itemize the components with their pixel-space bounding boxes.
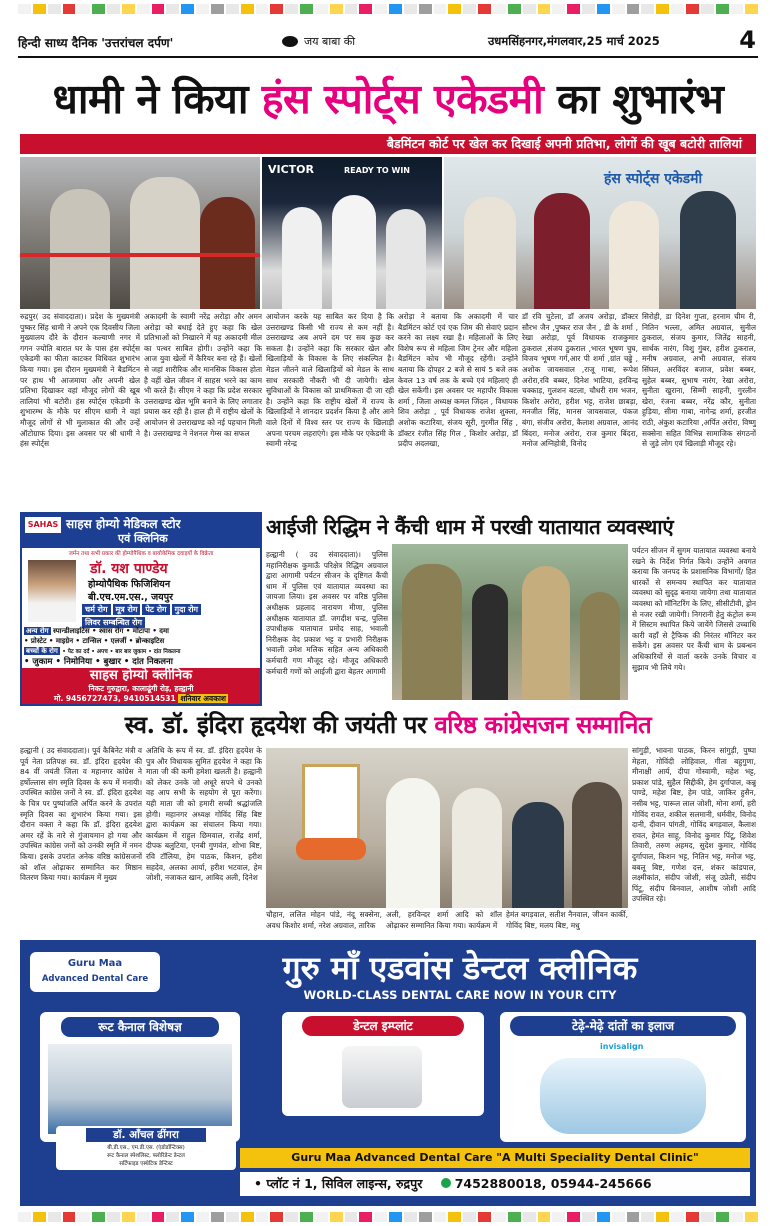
strip-segment: [92, 4, 105, 14]
headline-part: धामी ने किया: [52, 75, 262, 123]
person-figure: [452, 788, 502, 908]
homeo-contact: [22, 694, 260, 704]
story1-headline: [20, 64, 756, 134]
service-label: रूट कैनाल विशेषज्ञ: [60, 1016, 220, 1038]
strip-segment: [315, 4, 328, 14]
specialty-tag: लिवर सम्बन्धित रोग: [82, 617, 145, 628]
strip-segment: [374, 1212, 387, 1222]
homeo-role: होम्योपैथिक फिजिशियन: [88, 579, 171, 590]
strip-segment: [434, 4, 447, 14]
strip-segment: [196, 4, 209, 14]
dental-service-2: [282, 1012, 484, 1116]
strip-segment: [285, 4, 298, 14]
ribbon: [20, 253, 260, 257]
dental-service-3: [500, 1012, 746, 1142]
strip-segment: [241, 1212, 254, 1222]
story3-headline: [20, 706, 756, 744]
strip-segment: [18, 4, 31, 14]
strip-segment: [671, 1212, 684, 1222]
strip-segment: [523, 4, 536, 14]
aligner-icon: [540, 1058, 706, 1134]
strip-segment: [152, 4, 165, 14]
strip-segment: [567, 4, 580, 14]
strip-segment: [77, 1212, 90, 1222]
service-label: डेन्टल इम्प्लांट: [302, 1016, 464, 1036]
person-figure: [50, 189, 110, 309]
story1-col5: डॉ रवि चुटेला, डॉ अजय अरोड़ा, डॉक्टर सौरभ जैन ,पुष्कर राज जैन , डी के शर्मा , रेखा अरोड़ा, पूर्व विधायक राजकुमार ठुकराल ,संजय ठुकराल ,भारत भूषण चुघ, विजय भूषण गर्ग,आर पी शर्मा ,ग्रांत चढ्ढे , अशोक जायसवाल ,राजू गाबा, रूपेश अरोरा,रवि बब्बर, दिनेश भाटिया, हरविन्द्र चक्काड़, गुलशन बटला, चौधरी राम भजन, किशोर अरोरा, हरीश भट्ट, राजेश छाबड़ा, मनजीत सिंह, मानस जायसवाल, पंकज बंगा, संजीव अरोरा, कैलाश अग्रवाल, आनंद बिंदरा, मनोज अरोरा, राज कुमार बिंदरा, मनोज अग्निहोत्री, विनोद: [522, 312, 638, 449]
sahas-logo: SAHAS: [25, 517, 61, 533]
paper-name: हिन्दी साध्य दैनिक 'उत्तरांचल दर्पण': [18, 36, 174, 50]
kids-line: • जुकाम • निमोनिया • बुखार • दांत निकलना: [24, 657, 173, 667]
strip-segment: [627, 4, 640, 14]
strip-segment: [552, 1212, 565, 1222]
strip-segment: [745, 1212, 758, 1222]
story1-col2: अकादमी के स्वामी नरेंद्र अरोड़ा और अमन अरोड़ा को बधाई देते हुए कहा कि खेल प्रतिभाओं को निखारने में यह अकादमी मील का पत्थर साबित होगी। उन्होंने कहा कि आज युवा खेलों में कैरियर बना रहे हैं। खेलों से जहां शारीरिक और मानसिक विकास होता है वहीं खेल जीवन में साहस भरने का काम भी करते हैं। सीएम ने कहा कि प्रदेश सरकार उत्तराखण्ड खेल भूमि बनाने के लिए लगातार प्रयास कर रही है। हाल ही में राष्ट्रीय खेलों के आयोजन से उत्तराखण्ड को नई पहचान मिली है। उत्तराखण्ड ने नेशनल गेम्स का सफल: [144, 312, 262, 438]
strip-segment: [612, 1212, 625, 1222]
strip-segment: [181, 1212, 194, 1222]
person-figure: [609, 201, 659, 309]
homeo-closed: शनिवार अवकाश: [180, 694, 227, 703]
strip-segment: [538, 1212, 551, 1222]
strip-segment: [538, 4, 551, 14]
strip-segment: [567, 1212, 580, 1222]
story3-caption2: अली, हरविन्दर शर्मा आदि को शॉल ओढ़ाकर सम्मानित किया गया। कार्यक्रम में: [386, 910, 502, 930]
dental-photo: [48, 1044, 232, 1134]
strip-segment: [330, 4, 343, 14]
specialty-tag: गुदा रोग: [172, 604, 201, 615]
person-figure: [386, 778, 440, 908]
strip-segment: [641, 1212, 654, 1222]
dental-logo: [30, 952, 160, 992]
specialty-tag: मूत्र रोग: [113, 604, 141, 615]
dental-advert: [20, 940, 756, 1206]
story1-subhead: बैडमिंटन कोर्ट पर खेल कर दिखाई अपनी प्रतिभा, लोगों की खूब बटोरी तालियां: [20, 134, 756, 154]
strip-segment: [241, 4, 254, 14]
strip-segment: [493, 1212, 506, 1222]
service-label: टेढ़े-मेढ़े दांतों का इलाज: [510, 1016, 736, 1036]
story3-col3: सांगुड़ी, भावना पाठक, किरन सांगुड़ी, पुष्पा मेहता, गोविंदी लोहिवाल, गीता बहुगुणा, मीनाक्षी आर्य, दीपा गोस्वामी, महेश भट्ट, प्रकाश पांडे, सुहैल सिद्दीकी, हेम दुर्गापाल, कन्नू पाण्डे, महेश बिष्ट, हेम पांडे, जाकिर हुसैन, नसीब भट्ट, पारूल लाल जोशी, मोना शर्मा, हरी गोविंद रावत, शकील सलमानी, धर्मवीर, विनोद दानी, दीवान पांगती, गोविंद बगड़वाल, कैलाश रावत, हेमंत साहू, विनोद कुमार पिंटू, शिवेश तिवारी, तरुण अहमद, सुदेश कुमार, गोविंद दुर्गापाल, किशन भट्ट, नितिन भट्ट, मनोज भट्ट, बबलू बिष्ट, गणेश दत्त, शंकर कांडपाल, लक्ष्मीकांत, संदीप जोशी, संजू उप्रेती, संदीप पिंटू, संदीप बिनवाल, आशीष जोशी आदि उपस्थित रहे।: [632, 746, 756, 904]
homeo-header: [22, 514, 260, 548]
strip-segment: [256, 1212, 269, 1222]
portrait-frame: [302, 764, 360, 844]
strip-segment: [745, 4, 758, 14]
dental-doctor-name: डॉ. आँचल ढींगरा: [86, 1128, 206, 1142]
strip-segment: [374, 4, 387, 14]
strip-segment: [478, 1212, 491, 1222]
strip-segment: [137, 1212, 150, 1222]
strip-segment: [656, 1212, 669, 1222]
police-figure: [580, 592, 620, 700]
strip-segment: [300, 4, 313, 14]
strip-segment: [122, 1212, 135, 1222]
strip-segment: [419, 1212, 432, 1222]
strip-segment: [612, 4, 625, 14]
dental-logo-line2: Advanced Dental Care: [41, 974, 149, 984]
strip-segment: [731, 4, 744, 14]
strip-segment: [359, 4, 372, 14]
homeo-clinic-name: साहस होम्यो क्लीनिक: [89, 668, 193, 683]
kids-label: बच्चों के रोग: [26, 647, 58, 655]
strip-segment: [345, 1212, 358, 1222]
headline-highlight: वरिष्ठ कांग्रेसजन सम्मानित: [434, 710, 652, 739]
person-figure: [332, 195, 376, 309]
strip-segment: [270, 1212, 283, 1222]
homeo-address: निकट गुरुद्वारा, कालाढूंगी रोड़, हल्द्वानी: [88, 684, 194, 693]
strip-segment: [671, 4, 684, 14]
strip-segment: [597, 1212, 610, 1222]
homeo-phone: मो. 9456727473, 9410514531: [53, 694, 176, 703]
specialty-tag: चर्म रोग: [82, 604, 111, 615]
strip-segment: [107, 4, 120, 14]
strip-segment: [404, 4, 417, 14]
strip-segment: [48, 4, 61, 14]
dental-doctor-line: सर्टिफाइड एस्थेटिक डेन्टिस्ट: [119, 1161, 173, 1167]
strip-segment: [48, 1212, 61, 1222]
strip-segment: [463, 4, 476, 14]
story2-col2: पर्यटन सीजन में सुगम यातायात व्यवस्था बनाये रखने के निर्देश निर्गत किये। उन्होंने अवगत कराया कि जनपद के प्रशासनिक विभागों/ हित धारकों से समन्वय स्थापित कर यातायात व्यवस्था को सुदृढ़ बनाया जायेगा तथा यातायात व्यवस्था को मॉनिटरिंग के लिए, सीसीटीवी, ड्रोन से नजर रखी जायेगी। निगरानी हेतु कंट्रोल रूम में सिस्टम स्थापित किये जायेंगे जिससे उच्चाधि कारी वहाँ से ट्रैफिक की निरंतर मॉनिटर कर सकेंगे। इस अवसर पर कैंची धाम के प्रबन्धन अधिकारियों से वार्ता करके उनके विचार व सुझाव भी लिये गये।: [632, 546, 756, 672]
story1-photo-right: [444, 157, 756, 309]
strip-segment: [137, 4, 150, 14]
strip-segment: [122, 4, 135, 14]
dental-footer: [240, 1172, 750, 1196]
strip-segment: [552, 4, 565, 14]
homeo-tagline: जर्मन तथा सभी प्रकार की होम्योपैथिक व बायोकेमिक दवाइयों के विक्रेता: [68, 551, 214, 557]
strip-segment: [434, 1212, 447, 1222]
story1-col4: अरोड़ा ने बताया कि अकादमी में चार बैडमिंटन कोर्ट एवं एक जिम की सेवाएं प्रदान करने का लक्ष्य रखा है। महिलाओं के लिए विशेष रूप से महिला जिम ट्रेनर और महिला बैडमिंटन कोच भी मौजूद रहेंगी। उन्होंने बताया कि दोपहर 2 बजे से सायं 5 बजे तक केवल 13 वर्ष तक के बच्चे एवं महिलाएं ही खेल सकेंगी। इस अवसर पर महापौर विकास शर्मा , जिला अध्यक्ष कमल जिंदल , विधायक शिव अरोड़ा , पूर्व विधायक राजेश शुक्ला, अशोक कटारिया, संजय सूरी, गुरमीत सिंह , डॉक्टर रंजीत सिंह गिल , किशोर अरोड़ा, डॉ प्रदीप अदलखा,: [398, 312, 518, 449]
strip-segment: [33, 1212, 46, 1222]
page-number: 4: [739, 26, 756, 54]
police-figure: [402, 564, 462, 700]
specialty-tags: [82, 604, 260, 628]
strip-segment: [404, 1212, 417, 1222]
other-label: अन्य रोग: [26, 627, 49, 635]
kids-line: • पेट का दर्द • अपच • बार बार जुकाम • दांत निकलना: [62, 649, 181, 655]
other-diseases: [24, 626, 258, 667]
dental-banner: Guru Maa Advanced Dental Care "A Multi Speciality Dental Clinic": [240, 1148, 750, 1168]
homeo-title2: एवं क्लिनिक: [118, 532, 168, 545]
strip-segment: [731, 1212, 744, 1222]
story3-col2: अतिथि के रूप में स्व. डॉ. इंदिरा हृदयेश के पुत्र और विधायक सुमित हृदयेश ने कहा कि माता जी की कमी हमेशा खलती है। हल्द्वानी को लेकर उनके जो अधूरे सपने थे उनको वह आप सभी के सहयोग से पूरा करेंगा। यही माता जी को हमारी सच्ची श्रद्धांजलि होगी। महानगर अध्यक्ष गोविंद सिंह बिष्ट द्वारा कार्यक्रम का संचालन किया गया। कार्यक्रम में राहुल छिमवाल, राजेंद्र शर्मा, दीपक बलुटिया, एनबी गुणवंत, शोभा बिष्ट, रवि टॉलिया, हेम पाठक, किशन, हरीश सहदेव, अलका आर्या, हरीश भटवाल, हेम जोशी, नजाकत खान, आबिद अली, दिनेश: [146, 746, 262, 883]
story3-photo: [266, 748, 628, 908]
dental-doctor-line: रूट कैनाल स्पेशलिस्ट, फ्लोरिडेन्ट डेन्टल: [107, 1153, 185, 1159]
story1-col3: आयोजन करके यह साबित कर दिया है कि उत्तराखण्ड किसी भी राज्य से कम नहीं है। उत्तराखण्ड अब अपने दम पर सब कुछ कर सकता है। उन्होंने कहा कि सरकार खेल और खिलाड़ियों के विकास के लिए संकल्पित है। मेडल जीतने वाले खिलाड़ियों को मेडल के साथ साथ सरकारी नौकरी भी दी जायेगी। खेल सुविधाओं के विकास को प्राथमिकता दी जा रही है। उन्होंने कहा कि राष्ट्रीय खेलों में राज्य के खिलाड़ियों ने शानदार प्रदर्शन किया है और आने वाले दिनों में विश्व स्तर पर राज्य के खिलाड़ी अपना परचम लहराएंगे। इस मौके पर एकेडमी के स्वामी नरेन्द्र: [266, 312, 394, 449]
strip-segment: [582, 4, 595, 14]
person-figure: [130, 177, 200, 309]
strip-segment: [107, 1212, 120, 1222]
strip-segment: [166, 1212, 179, 1222]
strip-segment: [166, 4, 179, 14]
story2-headline: आईजी रिद्धिम ने कैंची धाम में परखी यातायात व्यवस्थाएं: [266, 515, 674, 539]
photo-banner-text: READY TO WIN: [344, 166, 410, 175]
headline-highlight: हंस स्पोर्ट्स एकेडमी: [261, 75, 544, 123]
homeo-clinic-band: [22, 668, 260, 704]
motto: जय बाबा की: [304, 35, 356, 48]
strip-segment: [92, 1212, 105, 1222]
person-figure: [534, 193, 590, 309]
strip-segment: [582, 1212, 595, 1222]
strip-segment: [686, 1212, 699, 1222]
strip-segment: [701, 1212, 714, 1222]
story1-col6: सिरोही, डा दिनेश गुप्ता, हरनाम चीम री, नितिन भल्ला, अमित अग्रवाल, सुनील ठुकराल, संजय कुमार, जितेंद्र साहनी, सार्थक नारंग, विशु गुंबर, हरीश ठुकराल, मनीष अग्रवाल, अभी अग्रवाल, संजय सिंघल, अरविंदर बजाज, प्रवेश बब्बर, सुहेल बब्बर, सुभाष नारंग, रेखा अरोरा, सुनीता खुराना, सिम्मी साहनी, गुरलीन खेरा, रंजना बब्बर, नरेंद्र कौर, सुनीता हुड़िया, सीमा गाबा, नागेन्द्र शर्मा, हरजीत राठी, अंकुश कटारिया ,अर्पित अरोरा, विष्णु सक्सेना सहित विभिन्न सामाजिक संगठनों से जुड़े लोग एवं खिलाड़ी मौजूद रहे।: [642, 312, 756, 449]
strip-segment: [478, 4, 491, 14]
strip-segment: [508, 4, 521, 14]
police-figure: [522, 566, 570, 700]
headline-part: स्व. डॉ. इंदिरा हृदयेश की जयंती पर: [124, 710, 435, 739]
strip-segment: [285, 1212, 298, 1222]
strip-segment: [330, 1212, 343, 1222]
specialty-tag: पेट रोग: [142, 604, 169, 615]
strip-segment: [256, 4, 269, 14]
doctor-photo: [28, 560, 76, 622]
strip-segment: [270, 4, 283, 14]
strip-segment: [211, 4, 224, 14]
person-figure: [472, 584, 508, 700]
strip-segment: [716, 4, 729, 14]
person-figure: [572, 782, 622, 908]
strip-segment: [152, 1212, 165, 1222]
motto-icon: [282, 36, 298, 47]
dental-service-1: [40, 1012, 240, 1142]
implant-icon: [342, 1046, 422, 1108]
strip-segment: [359, 1212, 372, 1222]
dental-doctor-box: [56, 1126, 236, 1170]
strip-segment: [315, 1212, 328, 1222]
story3-caption1: चौहान, ललित मोहन पांडे, नंदू सक्सेना, अवध किशोर शर्मा, नरेश अग्रवाल, तारिक: [266, 910, 382, 930]
invisalign-badge: invisalign: [600, 1042, 644, 1051]
dental-title: गुरु माँ एडवांस डेन्टल क्लीनिक: [282, 949, 638, 987]
strip-segment: [389, 4, 402, 14]
strip-segment: [493, 4, 506, 14]
strip-segment: [463, 1212, 476, 1222]
phone-icon: [441, 1178, 451, 1188]
dental-address: • प्लॉट नं 1, सिविल लाइन्स, रुद्रपुर: [254, 1176, 423, 1191]
strip-segment: [181, 4, 194, 14]
flower-garland: [296, 838, 366, 860]
story2-photo: [392, 544, 628, 700]
person-figure: [680, 191, 736, 309]
other-line: स्पान्डीलाइटिस • श्वास रोग • मोटापा • दमा: [52, 627, 169, 635]
person-figure: [512, 802, 564, 908]
dental-logo-line1: Guru Maa: [67, 958, 123, 969]
story3-col1: हल्द्वानी ( उद संवाददाता)। पूर्व कैबिनेट मंत्री व पूर्व नेता प्रतिपक्ष स्व. डॉ. इंदिरा हृदयेश की 84 वीं जयंती जिला व महानगर कांग्रेस ने हर्षोल्लास संग स्मृति दिवस के रूप में मनायी। उपस्थित कांग्रेस जनों ने स्व. डॉ. इंदिरा हृदयेश के चित्र पर पुष्पांजलि अर्पित करने के उपरांत स्मृति दिवस का शुभारंभ किया गया। इस दौरान वक्ता ने कहा कि डॉ. इंदिरा हृदयेश अमर रहें के नारे से गुंजायमान हो गया और उपस्थित कांग्रेस जनों को उनकी स्मृति में नमन किया। इसके उपरांत अनेक वरिष्ठ कांग्रेसजनों को शॉल ओढ़ाकर सम्मानित कर मिष्ठान वितरण किया गया। कार्यक्रम में मुख्य: [20, 746, 142, 883]
homeo-doctor-name: डॉ. यश पाण्डेय: [90, 561, 168, 577]
strip-segment: [226, 4, 239, 14]
other-line: • प्रोस्टेट • माइग्रेन • टान्सिल • एलर्जी • ब्रोन्काइटिस: [24, 637, 165, 645]
strip-segment: [656, 4, 669, 14]
homeo-title: साहस होम्यो मेडिकल स्टोर: [66, 517, 181, 531]
strip-segment: [63, 1212, 76, 1222]
strip-segment: [419, 4, 432, 14]
strip-segment: [63, 4, 76, 14]
strip-segment: [389, 1212, 402, 1222]
person-figure: [282, 207, 322, 309]
dental-doctor-line: बी.डी.एस., एम.डी.एस. (एंडोडॉन्टिक्स): [107, 1145, 185, 1151]
strip-segment: [345, 4, 358, 14]
strip-segment: [300, 1212, 313, 1222]
strip-segment: [448, 4, 461, 14]
homeo-advert: [20, 512, 262, 706]
story3-caption3: हेमंत बगड़वाल, सतीश नैनवाल, जीवन कार्की, गोविंद बिष्ट, मलय बिष्ट, मधु: [506, 910, 628, 930]
bottom-color-strip: [18, 1212, 758, 1222]
person-figure: [386, 209, 426, 309]
dateline: उधमसिंहनगर,मंगलवार,25 मार्च 2025: [488, 34, 660, 48]
dental-subtitle: WORLD-CLASS DENTAL CARE NOW IN YOUR CITY: [303, 988, 617, 1002]
photo-banner-text: हंस स्पोर्ट्स एकेडमी: [604, 171, 703, 187]
strip-segment: [523, 1212, 536, 1222]
strip-segment: [716, 1212, 729, 1222]
strip-segment: [196, 1212, 209, 1222]
strip-segment: [701, 4, 714, 14]
strip-segment: [641, 4, 654, 14]
photo-banner-text: VICTOR: [268, 163, 315, 176]
strip-segment: [508, 1212, 521, 1222]
story1-photo-center: [262, 157, 442, 309]
person-figure: [464, 197, 516, 309]
headline-part: का शुभारंभ: [543, 75, 724, 123]
homeo-degree: बी.एच.एम.एस., जयपुर: [88, 592, 173, 603]
story1-photo-left: [20, 157, 260, 309]
strip-segment: [226, 1212, 239, 1222]
dental-phone: 7452880018, 05944-245666: [454, 1176, 652, 1191]
story1-col1: रुद्रपुर( उद संवाददाता)। प्रदेश के मुख्यमंत्री पुष्कर सिंह धामी ने अपने एक दिवसीय जिला मुख्यालय दौरे के दौरान कल्याणी नगर में गगन ज्योति बारात घर के पास हंस स्पोर्ट्स एकेडमी का फीता काटकर विधिवत शुभारंभ किया गया। इस दौरान मुख्यमंत्री ने बैडमिंटन पर हाथ भी आजमाया और अपनी खेल प्रतिभा दिखाकर वहां मौजूद लोगों की खूब तालियां भी बटोरी। हंस स्पोर्ट्स एकेडमी के शुभारम्भ के मौके पर सीएम धामी ने वहां मौजूद लोगों से भी मुलाकात की और उन्हें ऑटोग्राफ दिया। इस अवसर पर श्री धामी ने हंस स्पोर्ट्स: [20, 312, 140, 449]
strip-segment: [33, 4, 46, 14]
strip-segment: [18, 1212, 31, 1222]
strip-segment: [627, 1212, 640, 1222]
story2-col1: हल्द्वानी ( उद संवाददाता)। पुलिस महानिरीक्षक कुमाऊँ परिक्षेत्र रिद्धिम अग्रवाल द्वारा आगामी पर्यटन सीजन के दृष्टिगत कैंची धाम में पुलिस एवं यातायात व्यवस्था का जायजा लिया। इस अवसर पर वरिष्ठ पुलिस अधीक्षक प्रहलाद नारायण मीणा, पुलिस अधीक्षक यातायात डॉ. जगदीश चन्द्र, पुलिस उपाधीक्षक यातायात प्रमोद साह, भवाली निरीक्षक वेद प्रकाश भट्ट व प्रभारी निरीक्षक भवाली उमेश मलिक सहित अन्य अधिकारी कर्मचारी गण मौजूद रहे। मौजूद अधिकारी कर्मचारी गणों को आईजी द्वारा बेहतर आगामी: [266, 550, 388, 676]
top-color-strip: [18, 4, 758, 14]
strip-segment: [211, 1212, 224, 1222]
strip-segment: [686, 4, 699, 14]
strip-segment: [597, 4, 610, 14]
strip-segment: [448, 1212, 461, 1222]
strip-segment: [77, 4, 90, 14]
masthead: [18, 18, 758, 58]
